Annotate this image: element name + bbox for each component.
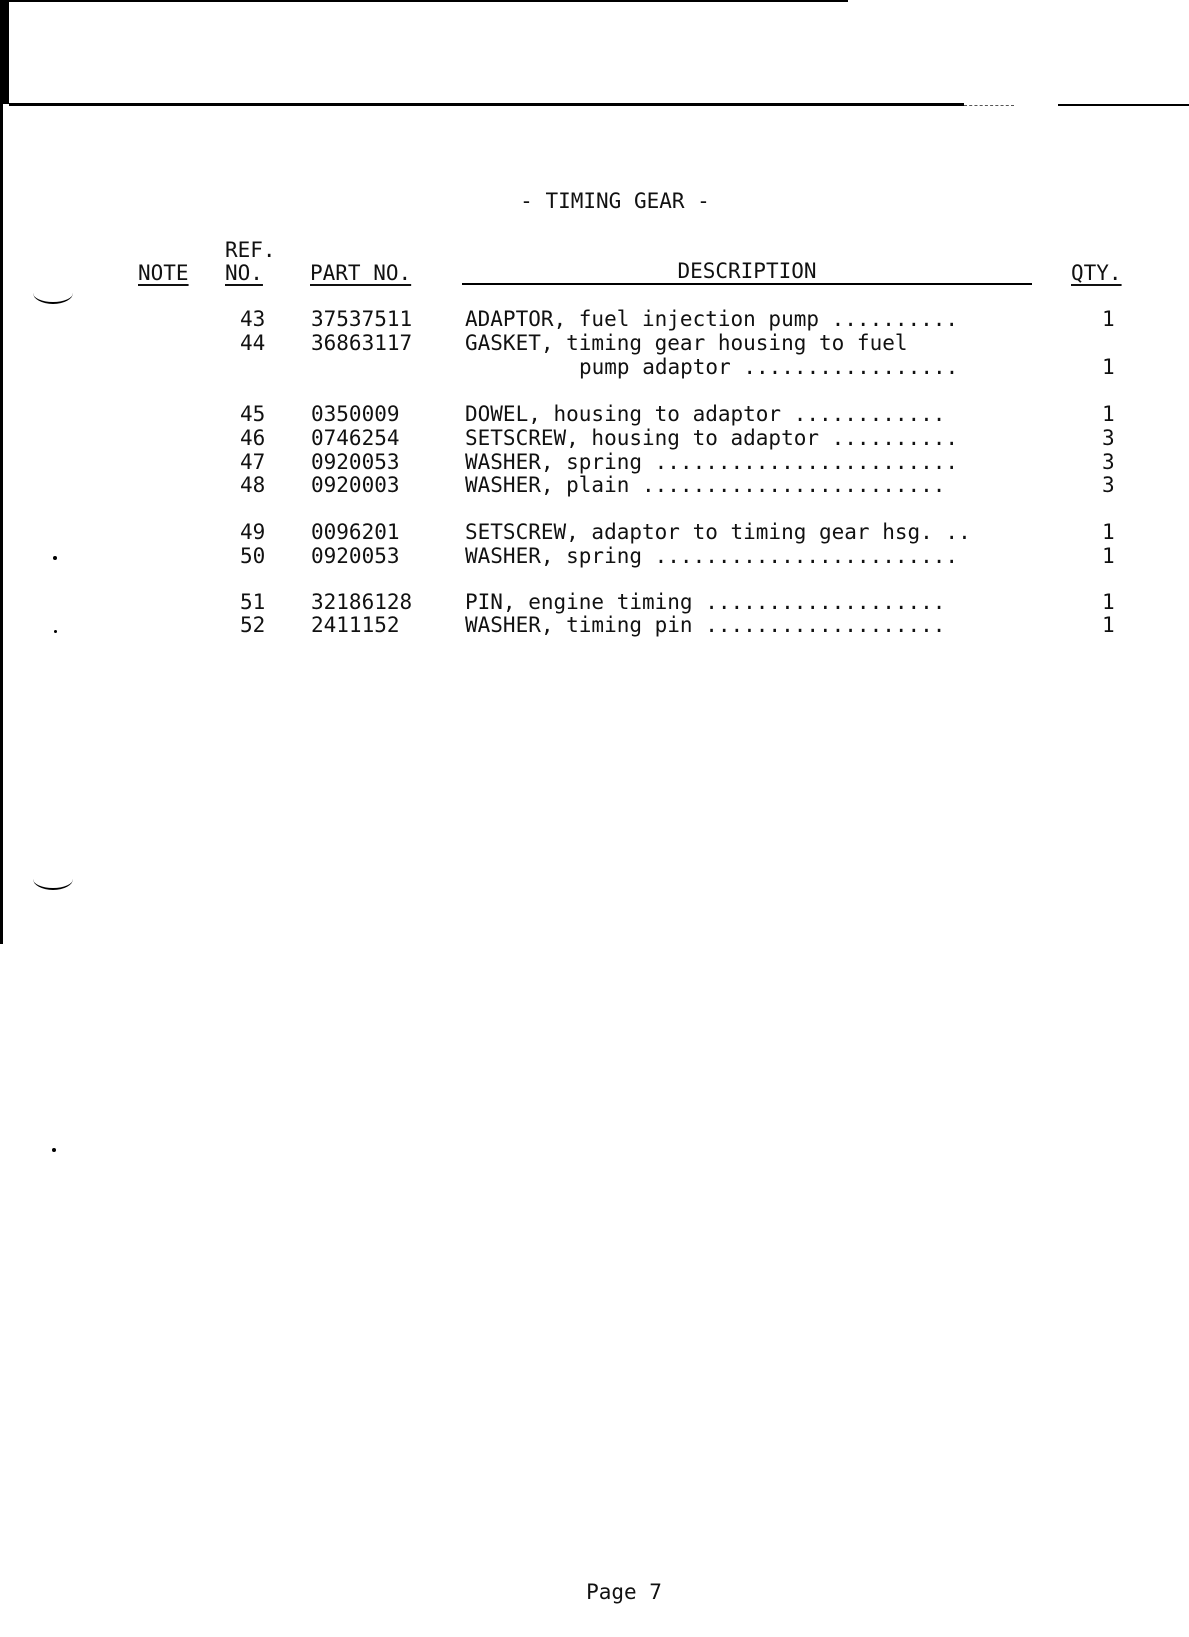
scan-speck xyxy=(52,1148,56,1152)
part-number: 2411152 xyxy=(311,613,400,637)
scan-speck xyxy=(53,556,57,560)
header-part-no: PART NO. xyxy=(310,261,412,285)
quantity: 1 xyxy=(1102,590,1115,614)
part-number: 0920053 xyxy=(311,450,400,474)
header-ref-line1: REF. xyxy=(225,238,276,262)
binder-hole-mark-top xyxy=(33,282,73,304)
part-description: DOWEL, housing to adaptor ............ xyxy=(465,402,946,426)
part-description: SETSCREW, housing to adaptor .......... xyxy=(465,426,959,450)
ref-number: 51 xyxy=(240,590,266,614)
quantity: 1 xyxy=(1102,307,1115,331)
ref-number: 45 xyxy=(240,402,266,426)
part-number: 0920003 xyxy=(311,473,400,497)
part-description: WASHER, timing pin ................... xyxy=(465,613,946,637)
part-description: WASHER, plain ........................ xyxy=(465,473,946,497)
part-number: 0920053 xyxy=(311,544,400,568)
ref-number: 49 xyxy=(240,520,266,544)
part-description-continued: pump adaptor ................. xyxy=(579,355,959,379)
part-description: SETSCREW, adaptor to timing gear hsg. .. xyxy=(465,520,971,544)
scan-border-left-thin xyxy=(0,104,3,944)
part-number: 36863117 xyxy=(311,331,413,355)
header-qty: QTY. xyxy=(1071,261,1122,285)
section-title: - TIMING GEAR - xyxy=(520,189,710,213)
part-number: 37537511 xyxy=(311,307,413,331)
quantity: 3 xyxy=(1102,473,1115,497)
page-top-rule-dashed xyxy=(964,105,1014,106)
scan-speck xyxy=(54,630,57,633)
header-description-rule xyxy=(462,283,1032,285)
quantity: 3 xyxy=(1102,450,1115,474)
ref-number: 46 xyxy=(240,426,266,450)
part-number: 0096201 xyxy=(311,520,400,544)
part-description: PIN, engine timing ................... xyxy=(465,590,946,614)
quantity: 3 xyxy=(1102,426,1115,450)
ref-number: 43 xyxy=(240,307,266,331)
binder-hole-mark-bottom xyxy=(33,868,73,890)
part-number: 0746254 xyxy=(311,426,400,450)
ref-number: 47 xyxy=(240,450,266,474)
quantity: 1 xyxy=(1102,355,1115,379)
quantity: 1 xyxy=(1102,402,1115,426)
header-description: DESCRIPTION xyxy=(677,259,817,283)
header-ref-line2: NO. xyxy=(225,261,263,285)
page-top-rule-right xyxy=(1058,104,1189,106)
ref-number: 50 xyxy=(240,544,266,568)
header-note: NOTE xyxy=(138,261,189,285)
ref-number: 48 xyxy=(240,473,266,497)
part-number: 0350009 xyxy=(311,402,400,426)
quantity: 1 xyxy=(1102,520,1115,544)
part-description: ADAPTOR, fuel injection pump .......... xyxy=(465,307,959,331)
part-description: WASHER, spring ........................ xyxy=(465,544,959,568)
scan-border-left xyxy=(0,0,9,104)
page-top-rule xyxy=(9,103,964,106)
ref-number: 52 xyxy=(240,613,266,637)
part-description: WASHER, spring ........................ xyxy=(465,450,959,474)
quantity: 1 xyxy=(1102,544,1115,568)
page-number: Page 7 xyxy=(586,1580,662,1604)
part-description: GASKET, timing gear housing to fuel xyxy=(465,331,908,355)
quantity: 1 xyxy=(1102,613,1115,637)
scan-top-edge xyxy=(0,0,848,2)
ref-number: 44 xyxy=(240,331,266,355)
part-number: 32186128 xyxy=(311,590,413,614)
